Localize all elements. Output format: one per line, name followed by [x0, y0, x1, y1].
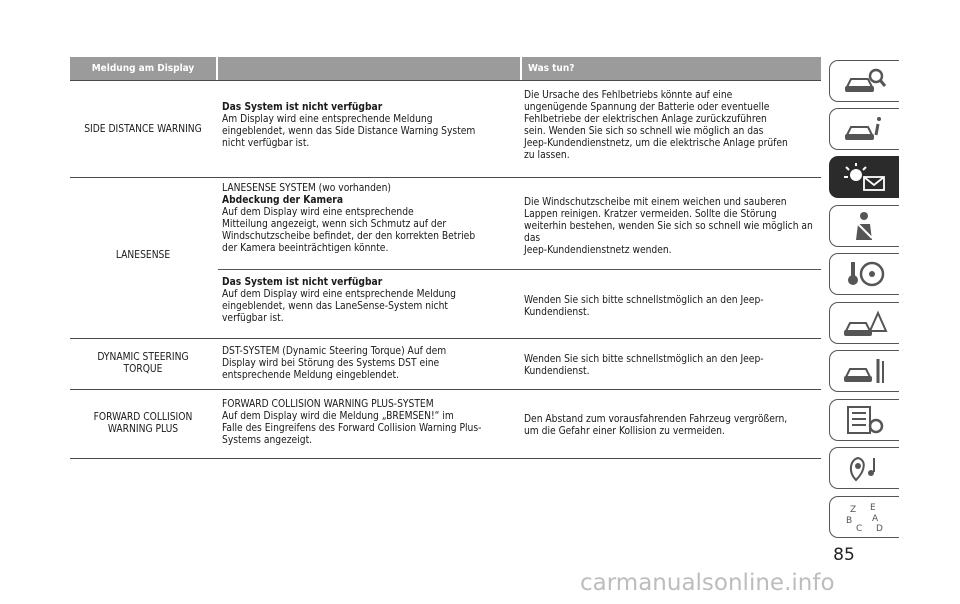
checklist-gear-icon: [842, 404, 888, 436]
tab-technical-data[interactable]: [829, 399, 899, 441]
svg-text:D: D: [875, 524, 883, 533]
desc-dynamic-steering: DST-SYSTEM (Dynamic Steering Torque) Auf dem Display wird bei Störung des Systems DST eine entsprechende Meldung eingeblendet.: [222, 346, 447, 381]
watermark: carmanualsonline.info: [580, 570, 835, 596]
action-side-distance: Die Ursache des Fehlbetriebs könnte auf eine ungenügende Spannung der Batterie oder eventuelle Fehlbetriebe der elektrischen Anlage zurückzuführen sein. Wenden Sie sich so schnell wie möglich an das Jeep-Kundendienstnetz, um die elektrische Anlage prüfen zu lassen.: [524, 90, 788, 161]
desc-forward-collision: FORWARD COLLISION WARNING PLUS-SYSTEM Auf dem Display wird die Meldung „BREMSEN!“ im Falle des Eingreifens des Forward Collision Warning Plus- Systems angezeigt.: [222, 399, 482, 446]
message-lanesense: LANESENSE: [115, 250, 171, 261]
tab-starting-driving[interactable]: [829, 253, 899, 295]
warning-light-message-icon: [842, 161, 888, 193]
tab-warning-lights[interactable]: [829, 156, 899, 198]
car-breakdown-warning-icon: [842, 307, 888, 339]
svg-text:A: A: [871, 514, 878, 524]
tab-car-magnifier[interactable]: [829, 60, 899, 102]
desc-lanesense-unavailable: Auf dem Display wird eine entsprechende Meldung eingeblendet, wenn das LaneSense-System nicht verfügbar ist.: [222, 289, 456, 324]
message-side-distance: SIDE DISTANCE WARNING: [84, 124, 202, 135]
table-divider: [70, 177, 821, 178]
desc-side-distance: Am Display wird eine entsprechende Meldung eingeblendet, wenn das Side Distance Warning System nicht verfügbar ist.: [222, 114, 476, 149]
header-action-column: Was tun?: [522, 57, 821, 80]
desc-lanesense-camera: Auf dem Display wird eine entsprechende Mitteilung angezeigt, wenn sich Schmutz auf der Windschutzscheibe befindet, der den korrekten Betrieb der Kamera beeinträchtigen könnte.: [222, 207, 476, 254]
sub-row-divider: [218, 269, 821, 270]
svg-text:E: E: [869, 503, 876, 513]
person-seatbelt-icon: [842, 210, 888, 242]
action-forward-collision: Den Abstand zum vorausfahrenden Fahrzeug vergrößern, um die Gefahr einer Kollision zu vermeiden.: [524, 414, 788, 437]
svg-text:Z: Z: [849, 505, 856, 515]
music-navigation-icon: [842, 452, 888, 484]
header-message-column: Meldung am Display: [70, 57, 216, 80]
table-divider: [70, 389, 821, 390]
tab-emergency[interactable]: [829, 302, 899, 344]
car-magnifier-icon: [842, 65, 888, 97]
table-divider: [70, 80, 821, 81]
desc-lanesense-system-title: LANESENSE SYSTEM (wo vorhanden): [222, 183, 391, 194]
car-info-icon: [842, 113, 888, 145]
action-lanesense-camera: Die Windschutzscheibe mit einem weichen und sauberen Lappen reinigen. Kratzer vermeiden. Sollte die Störung weiterhin bestehen, wenden Sie sich so schnell wie möglich an das Jeep-Kundendienstnetz wenden.: [524, 197, 813, 256]
alphabet-index-icon: [842, 501, 888, 533]
tab-multimedia[interactable]: [829, 447, 899, 489]
action-lanesense-unavailable: Wenden Sie sich bitte schnellstmöglich an den Jeep- Kundendienst.: [524, 295, 764, 318]
desc-lanesense-camera-title: Abdeckung der Kamera: [222, 195, 344, 206]
tab-index[interactable]: [829, 496, 899, 538]
header-description-column: [218, 57, 520, 80]
tab-maintenance[interactable]: [829, 350, 899, 392]
tab-car-info[interactable]: [829, 108, 899, 150]
car-tools-icon: [842, 355, 888, 387]
table-divider: [70, 338, 821, 339]
message-forward-collision: FORWARD COLLISION WARNING PLUS: [93, 412, 193, 435]
message-dynamic-steering: DYNAMIC STEERING TORQUE: [97, 352, 189, 375]
table-bottom-rule: [70, 458, 821, 459]
key-steering-wheel-icon: [842, 258, 888, 290]
desc-lanesense-unavailable-title: Das System ist nicht verfügbar: [222, 277, 383, 288]
page-number: 85: [833, 545, 855, 565]
svg-text:C: C: [855, 524, 862, 533]
action-dynamic-steering: Wenden Sie sich bitte schnellstmöglich an den Jeep- Kundendienst.: [524, 354, 764, 377]
tab-safety[interactable]: [829, 205, 899, 247]
desc-side-distance-title: Das System ist nicht verfügbar: [222, 102, 383, 113]
svg-text:B: B: [845, 516, 852, 526]
